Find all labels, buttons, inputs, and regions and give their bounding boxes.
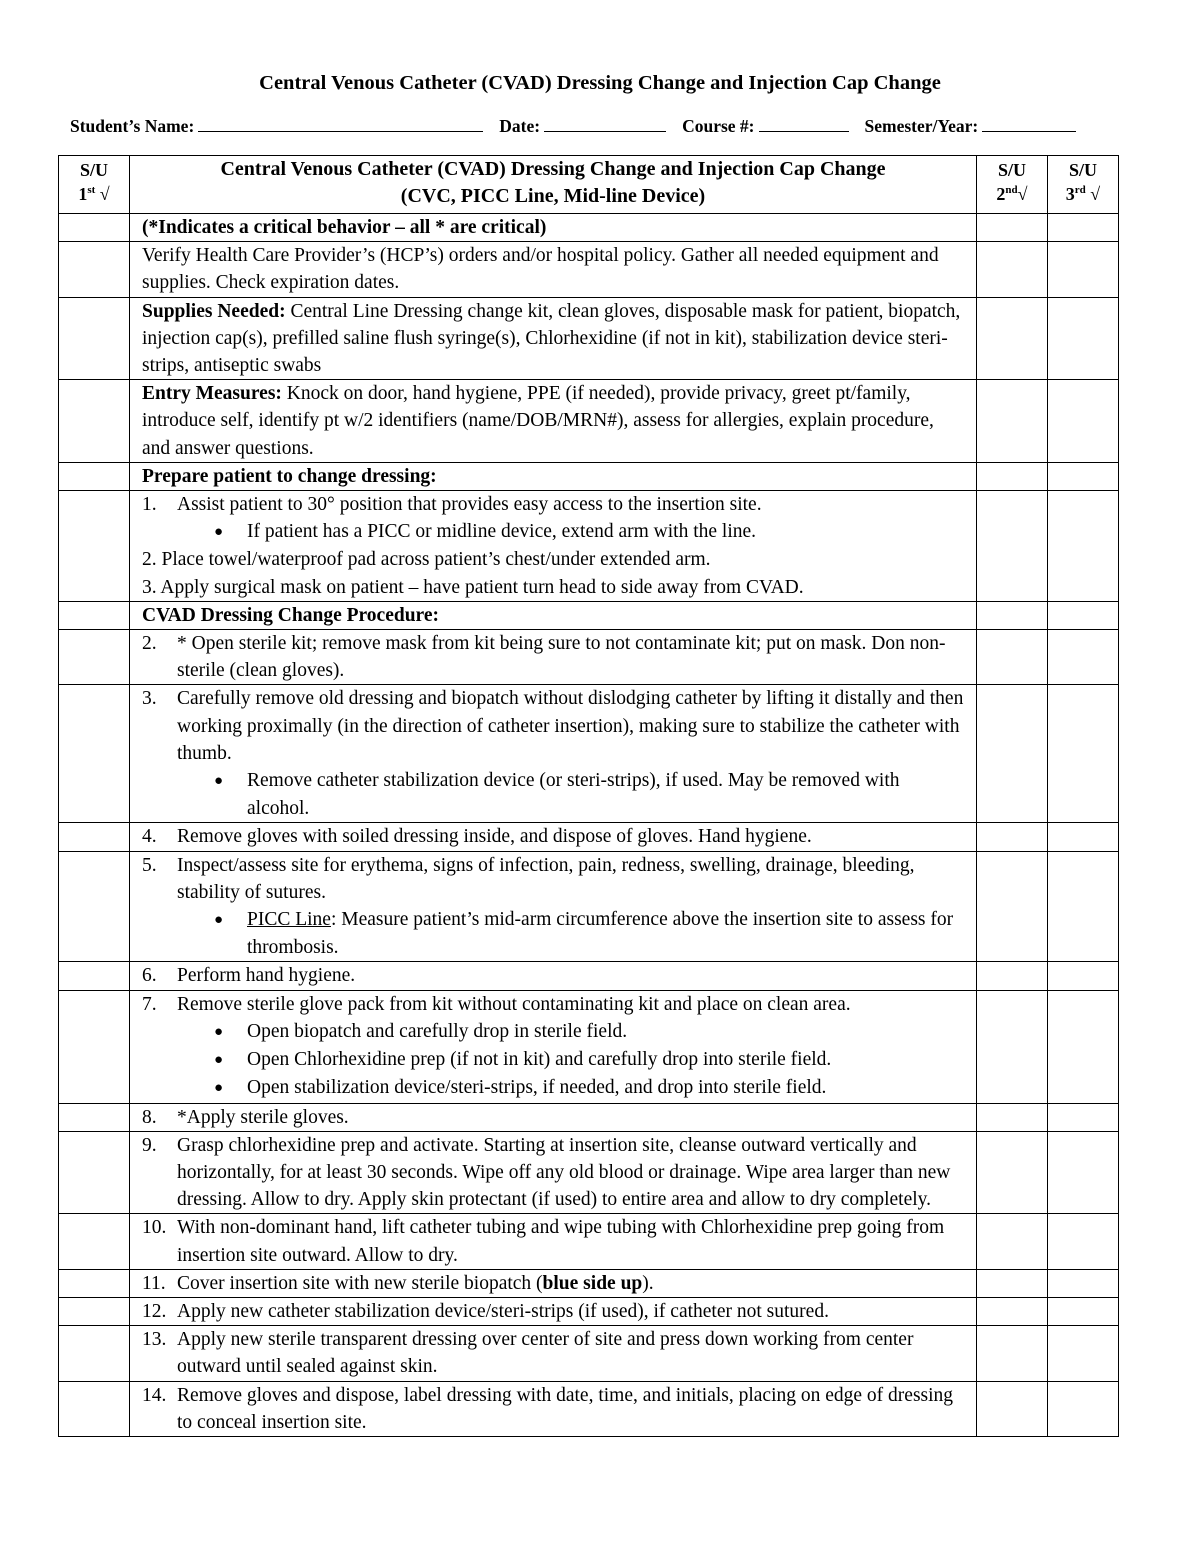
prepare-steps: 1. Assist patient to 30° position that provides easy access to the insertion site. ● If patient has a PICC or midline device, extend arm with the line. 2. Place towel/waterproof pad across patient’s chest/under extended arm. 3. Apply surgical mask on patient – have patient turn head to side away from CVAD. [130, 491, 977, 602]
check-cell-1[interactable] [59, 823, 130, 851]
check-cell-3[interactable] [1048, 990, 1119, 1103]
table-row [59, 1326, 1119, 1381]
table-row [59, 462, 1119, 490]
check-cell-3[interactable] [1048, 1103, 1119, 1131]
check-cell-2[interactable] [977, 601, 1048, 629]
check-cell-3[interactable] [1048, 491, 1119, 602]
course-label: Course #: [682, 116, 755, 136]
check-cell-2[interactable] [977, 214, 1048, 242]
student-name-label: Student’s Name: [70, 116, 195, 136]
table-row [59, 242, 1119, 297]
step-11: 11. Cover insertion site with new sterile biopatch (blue side up). [130, 1269, 977, 1297]
step-5: 5. Inspect/assess site for erythema, signs of infection, pain, redness, swelling, drainage, bleeding, stability of sutures. ● PICC Line: Measure patient’s mid-arm circumference above the insertion site to assess for thrombosis. [130, 851, 977, 962]
section-procedure: CVAD Dressing Change Procedure: [130, 601, 977, 629]
check-cell-2[interactable] [977, 1214, 1048, 1269]
bullet-icon: ● [214, 1052, 224, 1069]
check-cell-2[interactable] [977, 1131, 1048, 1214]
check-cell-3[interactable] [1048, 962, 1119, 990]
check-cell-1[interactable] [59, 990, 130, 1103]
verify-orders: Verify Health Care Provider’s (HCP’s) orders and/or hospital policy. Gather all needed equipment and supplies. Check expiration dates. [130, 242, 977, 297]
step-4: 4. Remove gloves with soiled dressing inside, and dispose of gloves. Hand hygiene. [130, 823, 977, 851]
page-title: Central Venous Catheter (CVAD) Dressing Change and Injection Cap Change [259, 72, 941, 94]
check-cell-3[interactable] [1048, 601, 1119, 629]
table-row [59, 214, 1119, 242]
check-cell-1[interactable] [59, 601, 130, 629]
table-row [59, 851, 1119, 962]
check-cell-1[interactable] [59, 297, 130, 380]
critical-note: (*Indicates a critical behavior – all * are critical) [130, 214, 977, 242]
step-6: 6. Perform hand hygiene. [130, 962, 977, 990]
check-cell-2[interactable] [977, 1297, 1048, 1325]
check-cell-2[interactable] [977, 823, 1048, 851]
check-cell-1[interactable] [59, 242, 130, 297]
date-label: Date: [499, 116, 541, 136]
entry-measures: Entry Measures: Knock on door, hand hygiene, PPE (if needed), provide privacy, greet pt/family, introduce self, identify pt w/2 identifiers (name/DOB/MRN#), assess for allergies, explain procedure, and answer questions. [130, 380, 977, 463]
date-field[interactable] [544, 117, 666, 132]
semester-label: Semester/Year: [864, 116, 979, 136]
check-cell-1[interactable] [59, 1103, 130, 1131]
check-cell-1[interactable] [59, 214, 130, 242]
bullet-icon: ● [214, 524, 224, 541]
check-cell-3[interactable] [1048, 630, 1119, 685]
step-7: 7. Remove sterile glove pack from kit without contaminating kit and place on clean area. ● Open biopatch and carefully drop in sterile field. ● Open Chlorhexidine prep (if not in kit) and carefully drop into sterile field. ● Open stabilization device/steri-strips, if needed, and drop into sterile field. [130, 990, 977, 1103]
table-row [59, 380, 1119, 463]
check-cell-2[interactable] [977, 1326, 1048, 1381]
checklist-table [58, 155, 1119, 1437]
check-cell-3[interactable] [1048, 1297, 1119, 1325]
supplies-needed: Supplies Needed: Central Line Dressing change kit, clean gloves, disposable mask for patient, biopatch, injection cap(s), prefilled saline flush syringe(s), Chlorhexidine (if not in kit), stabilization device steri-strips, antiseptic swabs [130, 297, 977, 380]
check-cell-1[interactable] [59, 1131, 130, 1214]
check-cell-1[interactable] [59, 1326, 130, 1381]
table-row [59, 601, 1119, 629]
check-cell-2[interactable] [977, 297, 1048, 380]
step-10: 10. With non-dominant hand, lift catheter tubing and wipe tubing with Chlorhexidine prep going from insertion site outward. Allow to dry. [130, 1214, 977, 1269]
student-name-field[interactable] [198, 117, 483, 132]
check-cell-2[interactable] [977, 630, 1048, 685]
check-cell-2[interactable] [977, 990, 1048, 1103]
student-info-line [70, 116, 1076, 137]
step-3: 3. Carefully remove old dressing and biopatch without dislodging catheter by lifting it distally and then working proximally (in the direction of catheter insertion), making sure to stabilize the catheter with thumb. ● Remove catheter stabilization device (or steri-strips), if used. May be removed with alcohol. [130, 685, 977, 823]
table-row [59, 990, 1119, 1103]
table-row [59, 1297, 1119, 1325]
check-cell-2[interactable] [977, 851, 1048, 962]
check-cell-2[interactable] [977, 685, 1048, 823]
section-prepare-patient: Prepare patient to change dressing: [130, 462, 977, 490]
check-cell-2[interactable] [977, 242, 1048, 297]
check-cell-3[interactable] [1048, 685, 1119, 823]
check-cell-1[interactable] [59, 491, 130, 602]
check-cell-3[interactable] [1048, 380, 1119, 463]
check-cell-1[interactable] [59, 380, 130, 463]
su-first-header: S/U 1st √ [59, 156, 130, 214]
table-row [59, 1269, 1119, 1297]
check-cell-1[interactable] [59, 1381, 130, 1436]
step-8: 8. *Apply sterile gloves. [130, 1103, 977, 1131]
semester-field[interactable] [982, 117, 1076, 132]
step-12: 12. Apply new catheter stabilization device/steri-strips (if used), if catheter not sutured. [130, 1297, 977, 1325]
step-2: 2. * Open sterile kit; remove mask from kit being sure to not contaminate kit; put on mask. Don non-sterile (clean gloves). [130, 630, 977, 685]
check-cell-3[interactable] [1048, 242, 1119, 297]
check-cell-3[interactable] [1048, 1131, 1119, 1214]
table-row [59, 630, 1119, 685]
table-row [59, 1103, 1119, 1131]
check-cell-3[interactable] [1048, 1269, 1119, 1297]
step-9: 9. Grasp chlorhexidine prep and activate. Starting at insertion site, cleanse outward vertically and horizontally, for at least 30 seconds. Wipe off any old blood or drainage. Wipe area larger than new dressing. Allow to dry. Apply skin protectant (if used) to entire area and allow to dry completely. [130, 1131, 977, 1214]
main-header: Central Venous Catheter (CVAD) Dressing Change and Injection Cap Change (CVC, PICC Line, Mid-line Device) [130, 156, 977, 214]
check-cell-3[interactable] [1048, 462, 1119, 490]
table-row [59, 297, 1119, 380]
table-row [59, 1131, 1119, 1214]
check-cell-2[interactable] [977, 491, 1048, 602]
table-row [59, 685, 1119, 823]
table-row [59, 1214, 1119, 1269]
check-cell-1[interactable] [59, 1269, 130, 1297]
step-14: 14. Remove gloves and dispose, label dressing with date, time, and initials, placing on edge of dressing to conceal insertion site. [130, 1381, 977, 1436]
check-cell-3[interactable] [1048, 1214, 1119, 1269]
check-cell-1[interactable] [59, 685, 130, 823]
bullet-icon: ● [214, 1023, 224, 1040]
check-cell-2[interactable] [977, 380, 1048, 463]
check-cell-2[interactable] [977, 1103, 1048, 1131]
bullet-icon: ● [214, 773, 224, 790]
check-cell-1[interactable] [59, 962, 130, 990]
check-cell-3[interactable] [1048, 823, 1119, 851]
su-second-header: S/U 2nd√ [977, 156, 1048, 214]
header-row [59, 156, 1119, 214]
check-cell-1[interactable] [59, 630, 130, 685]
check-cell-2[interactable] [977, 1269, 1048, 1297]
bullet-icon: ● [214, 912, 224, 929]
check-cell-2[interactable] [977, 462, 1048, 490]
table-row [59, 1381, 1119, 1436]
bullet-icon: ● [214, 1080, 224, 1097]
table-row [59, 962, 1119, 990]
check-cell-3[interactable] [1048, 214, 1119, 242]
check-cell-1[interactable] [59, 462, 130, 490]
check-cell-1[interactable] [59, 1214, 130, 1269]
check-cell-3[interactable] [1048, 1381, 1119, 1436]
check-cell-3[interactable] [1048, 297, 1119, 380]
table-row [59, 823, 1119, 851]
check-cell-1[interactable] [59, 1297, 130, 1325]
check-cell-1[interactable] [59, 851, 130, 962]
check-cell-3[interactable] [1048, 851, 1119, 962]
check-cell-2[interactable] [977, 962, 1048, 990]
su-third-header: S/U 3rd √ [1048, 156, 1119, 214]
course-field[interactable] [759, 117, 849, 132]
table-row [59, 491, 1119, 602]
check-cell-2[interactable] [977, 1381, 1048, 1436]
check-cell-3[interactable] [1048, 1326, 1119, 1381]
step-13: 13. Apply new sterile transparent dressing over center of site and press down working from center outward until sealed against skin. [130, 1326, 977, 1381]
